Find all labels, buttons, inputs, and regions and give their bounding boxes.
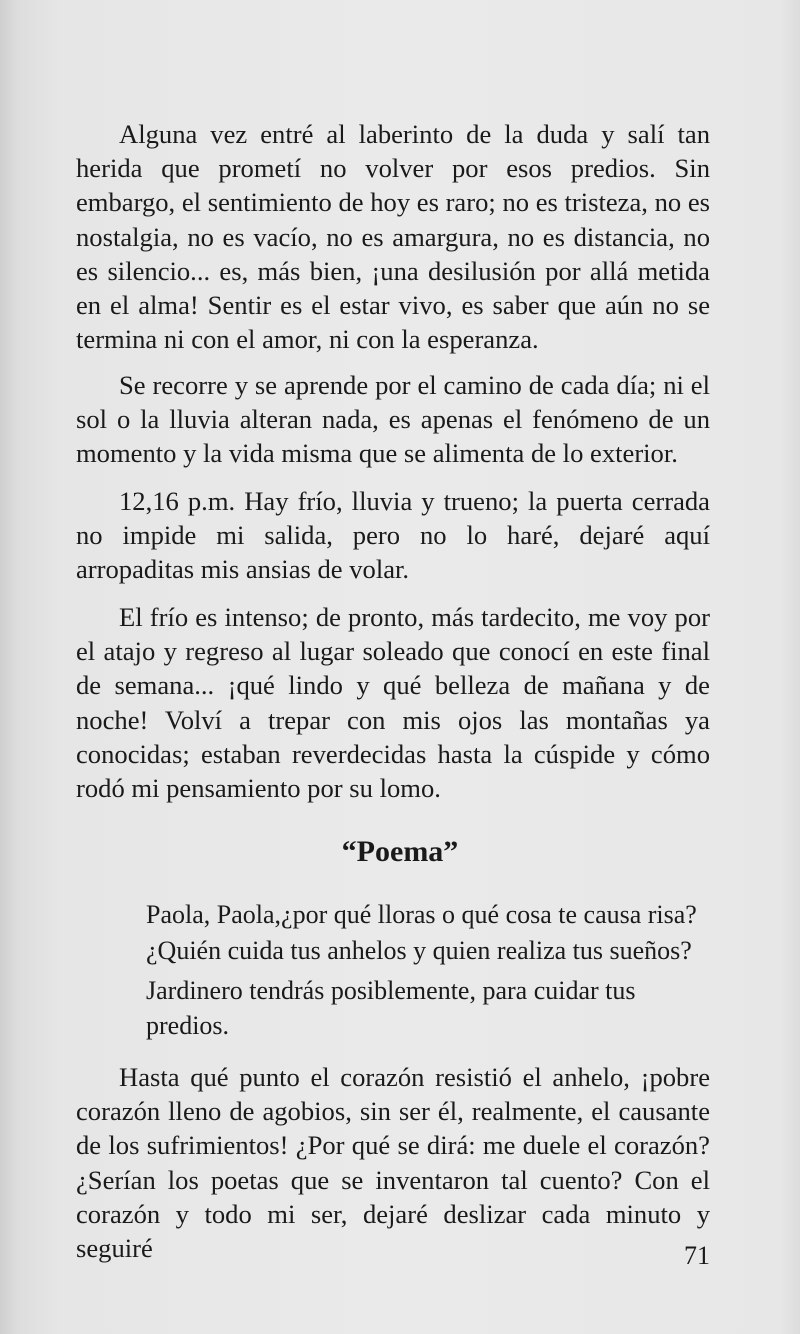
paragraph-2: Se recorre y se aprende por el camino de cada día; ni el sol o la lluvia alteran nada, es apenas el fenómeno de un momento y la vida misma que se alimenta de lo exterior. [76, 370, 710, 469]
poem-title: “Poema” [341, 835, 459, 868]
closing-paragraph: Hasta qué punto el corazón resistió el anhelo, ¡pobre corazón lleno de agobios, sin ser él, realmente, el causante de los sufrimientos! ¿Por qué se dirá: me duele el corazón? ¿Serían los poetas que se inventaron tal cuento? Con el corazón y todo mi ser, dejaré deslizar cada minuto y seguiré [76, 1062, 710, 1264]
page-number: 71 [684, 1241, 710, 1270]
poem-line-2: ¿Quién cuida tus anhelos y quien realiza tus sueños? [146, 936, 692, 965]
paragraph-4: El frío es intenso; de pronto, más tardecito, me voy por el atajo y regreso al lugar soleado que conocí en este final de semana... ¡qué lindo y qué belleza de mañana y de noche! Volví a trepar con mis ojos las montañas ya conocidas; estaban reverdecidas hasta la cúspide y cómo rodó mi pensamiento por su lomo. [76, 602, 710, 804]
paragraph-3: 12,16 p.m. Hay frío, lluvia y trueno; la puerta cerrada no impide mi salida, pero no lo haré, dejaré aquí arropaditas mis ansias de volar. [76, 486, 710, 585]
poem-line-3: Jardinero tendrás posiblemente, para cuidar tus predios. [146, 976, 636, 1040]
paragraph-1: Alguna vez entré al laberinto de la duda y salí tan herida que prometí no volver por esos predios. Sin embargo, el sentimiento de hoy es raro; no es tristeza, no es nostalgia, no es vacío, no es amargura, no es distancia, no es silencio... es, más bien, ¡una desilusión por allá metida en el alma! Sentir es el estar vivo, es saber que aún no se termina ni con el amor, ni con la esperanza. [76, 119, 710, 355]
poem-line-1: Paola, Paola,¿por qué lloras o qué cosa te causa risa? [146, 900, 697, 929]
